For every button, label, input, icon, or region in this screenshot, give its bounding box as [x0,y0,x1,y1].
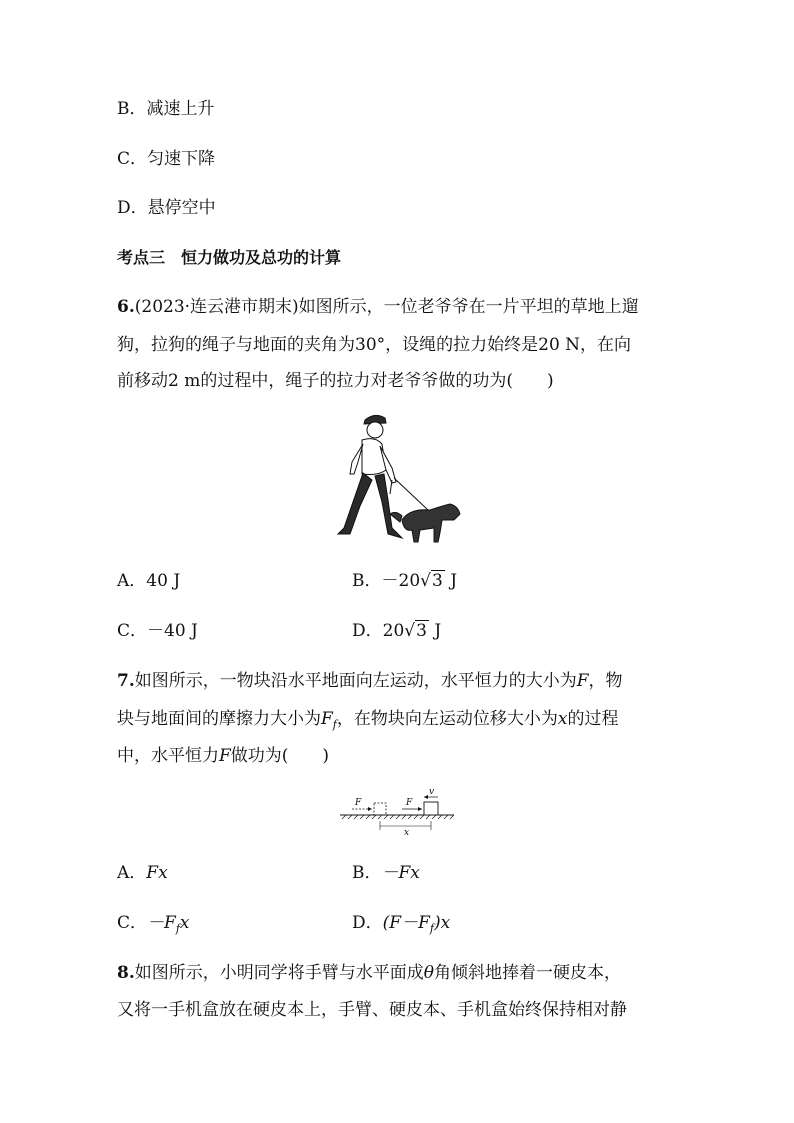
force-label-right: F [406,798,413,808]
option-d-prev: D．悬停空中 [117,198,216,218]
sqrt-symbol: √3 [420,571,443,591]
q6-option-c[interactable]: C．－40 J [117,621,198,641]
section-heading: 考点三 恒力做功及总功的计算 [117,248,342,267]
q7-line-2: 块与地面间的摩擦力大小为$F_f$，在物块向左运动位移大小为x的过程 [117,709,619,731]
sqrt-symbol: √3 [404,621,427,641]
q7-option-c[interactable]: C．$-F_fx$ [117,913,190,935]
man-walking-dog-illustration [330,410,470,545]
q8-number: 8. [117,963,135,983]
force-label-left: F [355,798,362,808]
q8-line-2: 又将一手机盒放在硬皮本上，手臂、硬皮本、手机盒始终保持相对静 [117,1000,627,1020]
block-force-diagram [338,788,458,838]
q7-option-d[interactable]: D．$(F-F_f)x$ [352,913,451,935]
q6-option-a[interactable]: A．40 J [117,571,181,591]
q7-line-3: 中，水平恒力F做功为( ) [117,746,330,766]
q6-line-1: 6.(2023·连云港市期末)如图所示，一位老爷爷在一片平坦的草地上遛 [117,297,639,317]
q7-option-b[interactable]: B．－Fx [352,863,420,883]
q7-option-a[interactable]: A．Fx [117,863,168,883]
option-b-prev: B．减速上升 [117,99,215,119]
q6-number: 6. [117,297,135,317]
option-c-prev: C．匀速下降 [117,149,216,169]
q6-line-2: 狗，拉狗的绳子与地面的夹角为30°，设绳的拉力始终是20 N，在向 [117,335,632,355]
q6-line-3: 前移动2 m的过程中，绳子的拉力对老爷爷做的功为( ) [117,371,554,391]
q6-option-b[interactable]: B．－20√3 J [352,571,458,591]
q6-option-d[interactable]: D．20√3 J [352,621,442,641]
q7-number: 7. [117,671,135,691]
velocity-label: v [429,787,435,797]
q7-line-1: 7.如图所示，一物块沿水平地面向左运动，水平恒力的大小为F，物 [117,671,623,691]
q8-line-1: 8.如图所示，小明同学将手臂与水平面成θ角倾斜地捧着一硬皮本， [117,963,621,983]
displacement-label: x [404,828,410,838]
